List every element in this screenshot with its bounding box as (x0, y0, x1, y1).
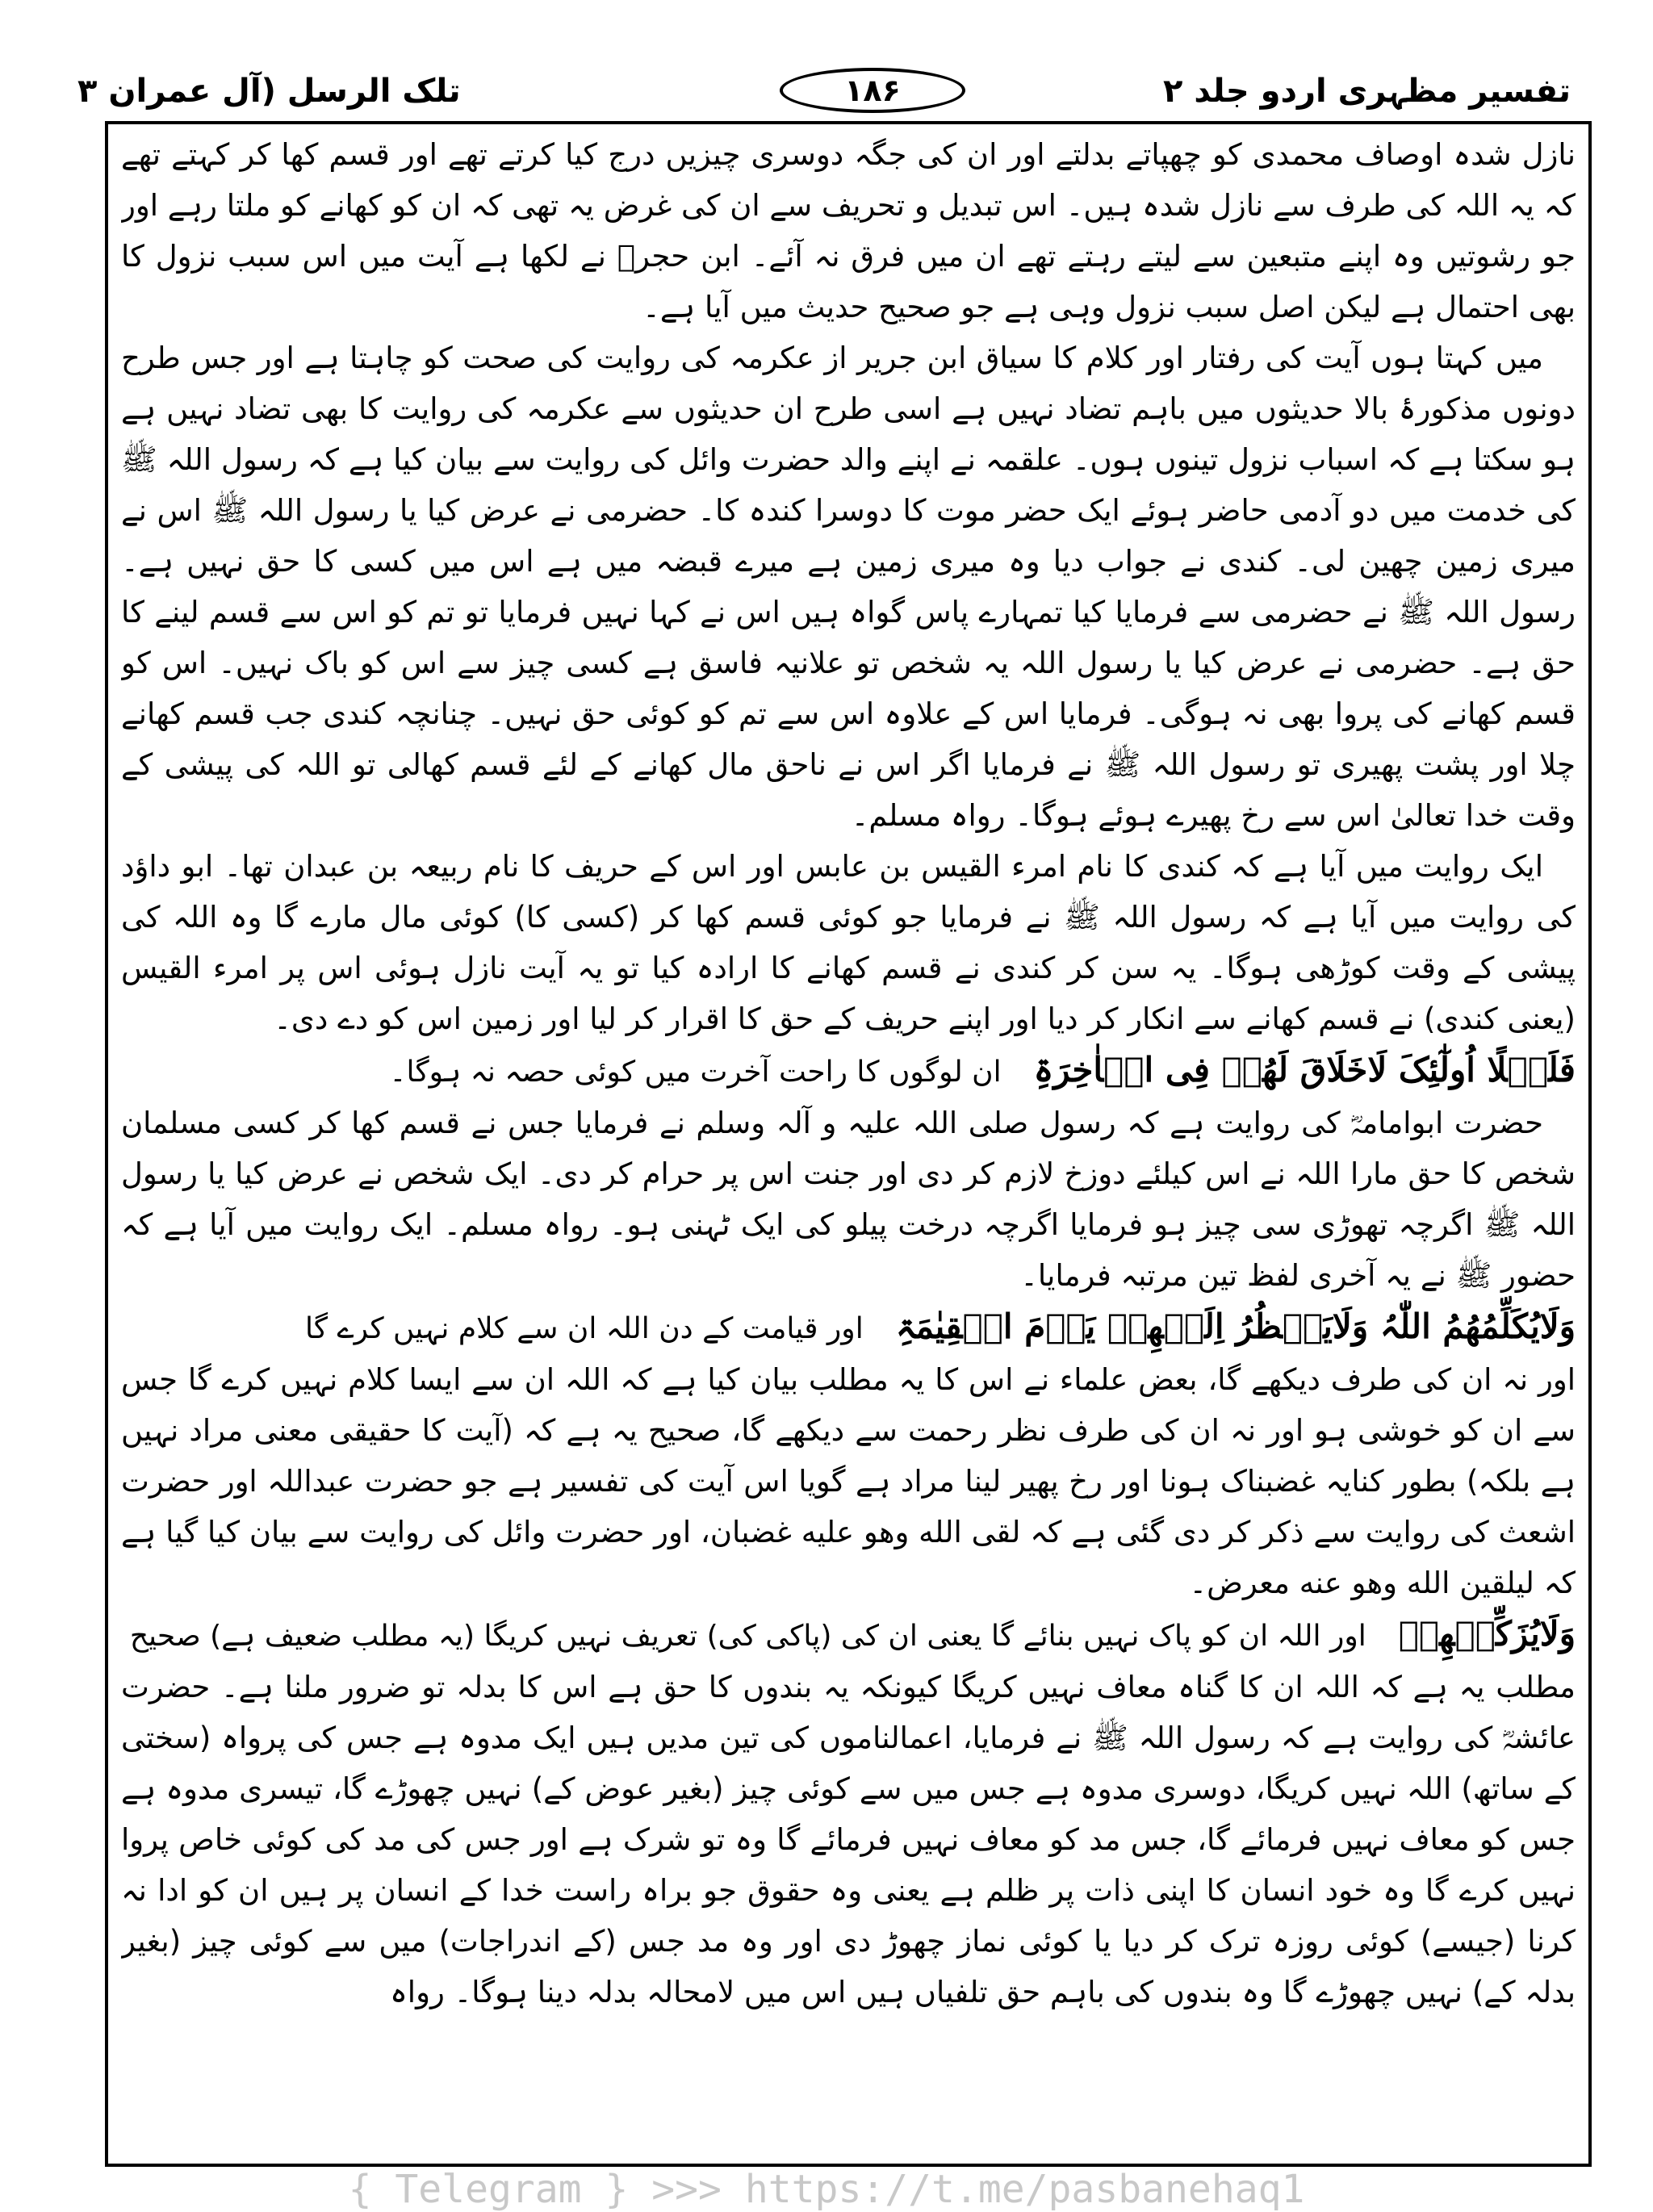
verse-arabic-3: وَلَایُزَکِّیۡھِمۡ (1398, 1614, 1576, 1654)
verse-block-2 (121, 1301, 1576, 1354)
verse-block-1 (121, 1044, 1576, 1098)
paragraph-5: اور نہ ان کی طرف دیکھے گا، بعض علماء نے اس کا یہ مطلب بیان کیا ہے کہ اللہ ان سے ایسا کلام نہیں کرے گا جس سے ان کو خوشی ہو اور نہ ان کی طرف نظر رحمت سے دیکھے گا، صحیح یہ ہے کہ (آیت کا حقیقی معنی مراد نہیں ہے بلکہ) بطور کنایہ غضبناک ہونا اور رخ پھیر لینا مراد ہے گویا اس آیت کی تفسیر ہے جو حضرت عبداللہ اور حضرت اشعث کی روایت سے ذکر کر دی گئی ہے کہ لقی الله وهو عليه غضبان، اور حضرت وائل کی روایت سے بیان کیا گیا ہے کہ ليلقين الله وهو عنه معرض۔ (121, 1362, 1576, 1600)
paragraph-6: مطلب یہ ہے کہ اللہ ان کا گناہ معاف نہیں کریگا کیونکہ یہ بندوں کا حق ہے اس کا بدلہ تو ضرور ملنا ہے۔ حضرت عائشہؓ کی روایت ہے کہ رسول اللہ ﷺ نے فرمایا، اعمالناموں کی تین مدیں ہیں ایک مدوہ ہے جس کی پرواہ (سختی کے ساتھ) اللہ نہیں کریگا، دوسری مدوہ ہے جس میں سے کوئی چیز (بغیر عوض کے) نہیں چھوڑے گا، تیسری مدوہ ہے جس کو معاف نہیں فرمائے گا، جس مد کو معاف نہیں فرمائے گا وہ تو شرک ہے اور جس کی مد کی کوئی خاص پروا نہیں کرے گا وہ خود انسان کا اپنی ذات پر ظلم ہے یعنی وہ حقوق جو براہ راست خدا کے انسان پر ہیں ان کو ادا نہ کرنا (جیسے) کوئی روزہ ترک کر دیا یا کوئی نماز چھوڑ دی اور وہ مد جس (کے اندراجات) میں سے کوئی چیز (بغیر بدلہ کے) نہیں چھوڑے گا وہ بندوں کی باہم حق تلفیاں ہیں اس میں لامحالہ بدلہ دینا ہوگا۔ رواہ (121, 1670, 1576, 2009)
section-title: تلک الرسل (آل عمران ۳ (77, 73, 461, 110)
paragraph-4: حضرت ابوامامہؓ کی روایت ہے کہ رسول صلی اللہ علیہ و آلہ وسلم نے فرمایا جس نے قسم کھا کر کسی مسلمان شخص کا حق مارا اللہ نے اس کیلئے دوزخ لازم کر دی اور جنت اس پر حرام کر دی۔ ایک شخص نے عرض کیا یا رسول اللہ ﷺ اگرچہ تھوڑی سی چیز ہو فرمایا اگرچہ درخت پیلو کی ایک ٹہنی ہو۔ رواہ مسلم۔ ایک روایت میں آیا ہے کہ حضور ﷺ نے یہ آخری لفظ تین مرتبہ فرمایا۔ (121, 1106, 1576, 1293)
verse-block-3 (121, 1608, 1576, 1662)
paragraph-2: میں کہتا ہوں آیت کی رفتار اور کلام کا سیاق ابن جریر از عکرمہ کی روایت کی صحت کو چاہتا ہے اور جس طرح دونوں مذکورۂ بالا حدیثوں میں باہم تضاد نہیں ہے اسی طرح ان حدیثوں سے عکرمہ کی روایت کا بھی تضاد نہیں ہے ہو سکتا ہے کہ اسباب نزول تینوں ہوں۔ علقمہ نے اپنے والد حضرت وائل کی روایت سے بیان کیا ہے کہ رسول اللہ ﷺ کی خدمت میں دو آدمی حاضر ہوئے ایک حضر موت کا دوسرا کندہ کا۔ حضرمی نے عرض کیا یا رسول اللہ ﷺ اس نے میری زمین چھین لی۔ کندی نے جواب دیا وہ میری زمین ہے میرے قبضہ میں ہے اس میں کسی کا حق نہیں ہے۔ رسول اللہ ﷺ نے حضرمی سے فرمایا کیا تمہارے پاس گواہ ہیں اس نے کہا نہیں فرمایا تو تم کو اس سے قسم لینے کا حق ہے۔ حضرمی نے عرض کیا یا رسول اللہ یہ شخص تو علانیہ فاسق ہے کسی چیز سے اس کو باک نہیں۔ اس کو قسم کھانے کی پروا بھی نہ ہوگی۔ فرمایا اس کے علاوہ اس سے تم کو کوئی حق نہیں۔ چنانچہ کندی جب قسم کھانے چلا اور پشت پھیری تو رسول اللہ ﷺ نے فرمایا اگر اس نے ناحق مال کھانے کے لئے قسم کھالی تو اللہ کی پیشی کے وقت خدا تعالیٰ اس سے رخ پھیرے ہوئے ہوگا۔ رواہ مسلم۔ (121, 341, 1576, 833)
telegram-watermark: { Telegram } >>> https://t.me/pasbanehaq1 (348, 2167, 1305, 2212)
page-number: ۱۸۶ (780, 68, 965, 113)
page-body (121, 129, 1576, 2159)
verse-translation-2: اور قیامت کے دن اللہ ان سے کلام نہیں کرے گا (304, 1312, 864, 1345)
verse-translation-1: ان لوگوں کا راحت آخرت میں کوئی حصہ نہ ہوگا۔ (389, 1056, 1002, 1089)
paragraph-1: نازل شدہ اوصاف محمدی کو چھپاتے بدلتے اور ان کی جگہ دوسری چیزیں درج کیا کرتے تھے اور قسم کھا کر کہتے تھے کہ یہ اللہ کی طرف سے نازل شدہ ہیں۔ اس تبدیل و تحریف سے ان کی غرض یہ تھی کہ ان کو کھانے کو ملتا رہے اور جو رشوتیں وہ اپنے متبعین سے لیتے رہتے تھے ان میں فرق نہ آئے۔ ابن حجرؒ نے لکھا ہے آیت میں اس سبب نزول کا بھی احتمال ہے لیکن اصل سبب نزول وہی ہے جو صحیح حدیث میں آیا ہے۔ (121, 137, 1576, 324)
paragraph-3: ایک روایت میں آیا ہے کہ کندی کا نام امرء القیس بن عابس اور اس کے حریف کا نام ربیعہ بن عبدان تھا۔ ابو داؤد کی روایت میں آیا ہے کہ رسول اللہ ﷺ نے فرمایا جو کوئی قسم کھا کر (کسی کا) کوئی مال مارے گا وہ اللہ کی پیشی کے وقت کوڑھی ہوگا۔ یہ سن کر کندی نے قسم کھانے کا ارادہ کیا تو یہ آیت نازل ہوئی اس پر امرء القیس (یعنی کندی) نے قسم کھانے سے انکار کر دیا اور اپنے حریف کے حق کا اقرار کر لیا اور زمین اس کو دے دی۔ (121, 849, 1576, 1036)
page-header (77, 66, 1571, 123)
verse-arabic-1: فَلَیۡلًا اُولٰٓئِکَ لَاخَلَاقَ لَھُمۡ فِی الۡاٰخِرَۃِ (1033, 1050, 1576, 1089)
verse-translation-3: اور اللہ ان کو پاک نہیں بنائے گا یعنی ان کی (پاکی کی) تعریف نہیں کریگا (یہ مطلب ضعیف ہے) صحیح (129, 1620, 1366, 1653)
verse-arabic-2: وَلَایُکَلِّمُھُمُ اللّٰہُ وَلَایَنۡظُرُ اِلَیۡھِمۡ یَوۡمَ الۡقِیٰمَۃِ (895, 1307, 1576, 1346)
book-title: تفسیر مظہری اردو جلد ۲ (1163, 73, 1571, 110)
